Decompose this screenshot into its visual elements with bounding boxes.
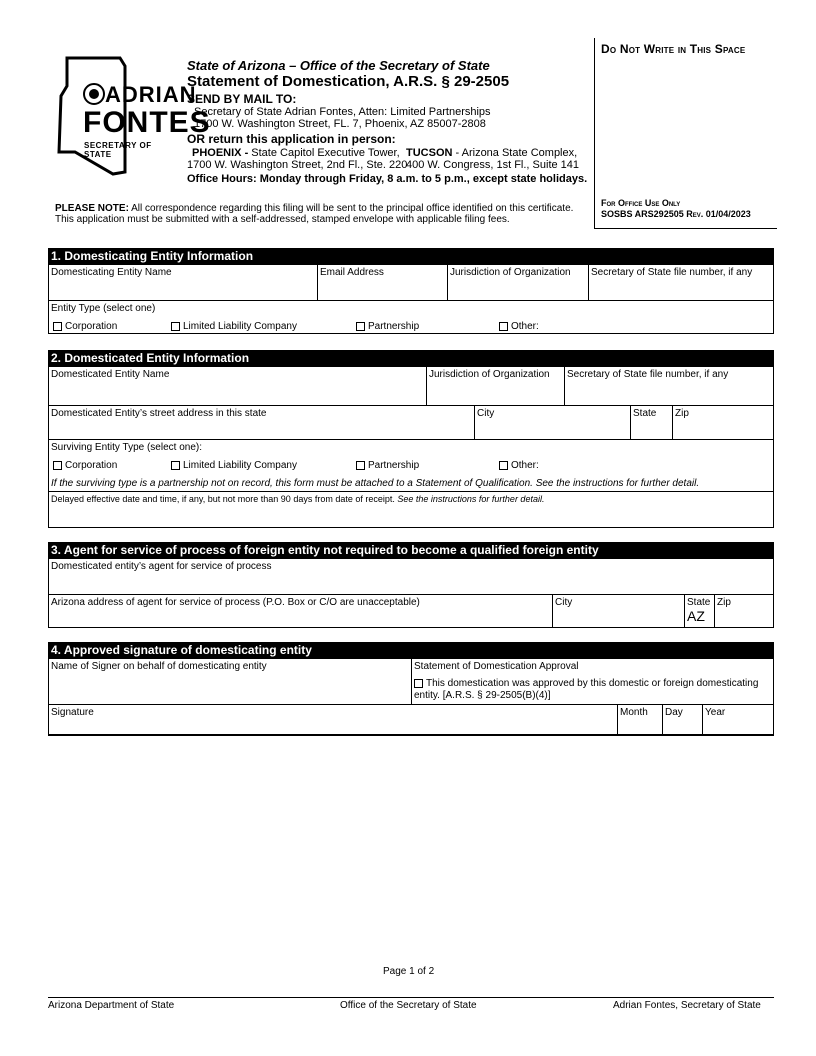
jurisdiction-field-1[interactable] — [447, 264, 589, 301]
option-partnership-2[interactable] — [356, 460, 419, 471]
phoenix-address — [192, 147, 400, 159]
delayed-effective-date-field[interactable] — [48, 491, 774, 528]
option-other-1[interactable] — [499, 321, 539, 332]
zip-field-3[interactable] — [714, 594, 774, 628]
logo-text-secretary: SECRETARY OF STATE — [84, 141, 152, 159]
delayed-effective-label: Delayed effective date and time, if any, but not more than 90 days from date of receipt. — [51, 494, 398, 504]
office-use-box — [594, 38, 777, 229]
domesticating-entity-name-field[interactable] — [48, 264, 318, 301]
section-4-title: 4. Approved signature of domesticating entity — [48, 642, 774, 658]
agent-address-label: Arizona address of agent for service of process (P.O. Box or C/O are unacceptable) — [51, 597, 420, 608]
footer-center: Office of the Secretary of State — [340, 1000, 477, 1011]
approval-text: This domestication was approved by this domestic or foreign domesticating entity. [A.R.S. § 29-2505(B)(4)] — [414, 678, 759, 701]
jurisdiction-label-2: Jurisdiction of Organization — [429, 369, 550, 380]
mail-address-line1: Secretary of State Adrian Fontes, Atten: Limited Partnerships — [194, 106, 491, 118]
office-use-only-label — [601, 198, 751, 220]
month-field[interactable] — [617, 704, 663, 736]
zip-label-3: Zip — [717, 597, 731, 608]
phoenix-line1: State Capitol Executive Tower, — [248, 147, 400, 159]
checkbox-icon[interactable] — [414, 679, 423, 688]
email-address-label: Email Address — [320, 267, 384, 278]
do-not-write-label: Do Not Write in This Space — [601, 42, 746, 56]
zip-label-2: Zip — [675, 408, 689, 419]
agent-name-field[interactable] — [48, 558, 774, 595]
please-note — [55, 203, 585, 225]
option-other-2-label: Other: — [511, 460, 539, 471]
section-2-title: 2. Domesticated Entity Information — [48, 350, 774, 366]
city-field-3[interactable] — [552, 594, 685, 628]
section-3-title: 3. Agent for service of process of foreign entity not required to become a qualified foreign entity — [48, 542, 774, 558]
partnership-note: If the surviving type is a partnership not on record, this form must be attached to a Statement of Qualification. See the instructions for further detail. — [51, 478, 700, 489]
please-note-text: All correspondence regarding this filing will be sent to the principal office identified on this certificate. This application must be submitted with a self-addressed, stamped envelope with applicable filing fees. — [55, 203, 574, 225]
checkbox-icon[interactable] — [356, 322, 365, 331]
logo-text-fontes: FONTES — [83, 106, 211, 139]
checkbox-icon[interactable] — [356, 461, 365, 470]
section-1 — [48, 248, 774, 334]
footer-left: Arizona Department of State — [48, 1000, 175, 1011]
section-3 — [48, 542, 774, 628]
mail-address-line2: 1700 W. Washington Street, FL. 7, Phoenix, AZ 85007-2808 — [194, 118, 486, 130]
street-address-field[interactable] — [48, 405, 475, 440]
state-value-az: AZ — [687, 608, 705, 624]
option-llc-1[interactable] — [171, 321, 297, 332]
office-use-only-text: For Office Use Only — [601, 198, 681, 208]
state-label-2: State — [633, 408, 657, 419]
option-llc-2[interactable] — [171, 460, 297, 471]
checkbox-icon[interactable] — [171, 322, 180, 331]
section-4 — [48, 642, 774, 736]
option-corporation-1-label: Corporation — [65, 321, 118, 332]
surviving-type-label: Surviving Entity Type (select one): — [51, 442, 202, 453]
approval-label: Statement of Domestication Approval — [414, 661, 579, 672]
domesticated-entity-name-field[interactable] — [48, 366, 427, 406]
option-corporation-2[interactable] — [53, 460, 117, 471]
file-number-field-2[interactable] — [564, 366, 774, 406]
tucson-line2: 400 W. Congress, 1st Fl., Suite 141 — [406, 159, 580, 171]
state-label-3: State — [687, 597, 711, 608]
option-llc-2-label: Limited Liability Company — [183, 460, 297, 471]
option-corporation-2-label: Corporation — [65, 460, 118, 471]
tucson-label: TUCSON — [406, 147, 453, 159]
footer-divider — [48, 997, 774, 998]
checkbox-icon[interactable] — [499, 322, 508, 331]
signature-label: Signature — [51, 707, 94, 718]
email-address-field[interactable] — [317, 264, 448, 301]
state-field-3[interactable] — [684, 594, 715, 628]
year-label: Year — [705, 707, 726, 718]
signer-name-field[interactable] — [48, 658, 412, 705]
agent-address-field[interactable] — [48, 594, 553, 628]
zip-field-2[interactable] — [672, 405, 774, 440]
city-label-2: City — [477, 408, 495, 419]
please-note-label: PLEASE NOTE: — [55, 203, 129, 214]
delayed-effective-italic: See the instructions for further detail. — [397, 494, 545, 504]
option-other-2[interactable] — [499, 460, 539, 471]
option-partnership-1-label: Partnership — [368, 321, 420, 332]
month-label: Month — [620, 707, 648, 718]
in-person-label: OR return this application in person: — [187, 132, 396, 146]
section-2 — [48, 350, 774, 528]
jurisdiction-field-2[interactable] — [426, 366, 565, 406]
checkbox-icon[interactable] — [171, 461, 180, 470]
option-partnership-2-label: Partnership — [368, 460, 420, 471]
logo-text-adrian: ADRIAN — [105, 82, 197, 107]
tucson-line1: - Arizona State Complex, — [452, 147, 578, 159]
phoenix-label: PHOENIX - — [192, 147, 249, 159]
section-1-title: 1. Domesticating Entity Information — [48, 248, 774, 264]
option-partnership-1[interactable] — [356, 321, 419, 332]
checkbox-icon[interactable] — [53, 461, 62, 470]
tucson-address — [406, 147, 577, 159]
office-hours: Office Hours: Monday through Friday, 8 a.m. to 5 p.m., except state holidays. — [187, 173, 588, 185]
option-corporation-1[interactable] — [53, 321, 117, 332]
file-number-label-1: Secretary of State file number, if any — [591, 267, 753, 278]
send-by-mail-label: SEND BY MAIL TO: — [187, 92, 297, 106]
phoenix-line2: 1700 W. Washington Street, 2nd Fl., Ste. 220 — [187, 159, 408, 171]
entity-type-row — [48, 300, 774, 334]
year-field[interactable] — [702, 704, 774, 736]
approval-field — [411, 658, 774, 705]
signature-field[interactable] — [48, 704, 618, 736]
state-field-2[interactable] — [630, 405, 673, 440]
option-llc-1-label: Limited Liability Company — [183, 321, 297, 332]
file-number-field-1[interactable] — [588, 264, 774, 301]
jurisdiction-label-1: Jurisdiction of Organization — [450, 267, 571, 278]
form-id: SOSBS ARS292505 Rev. 01/04/2023 — [601, 209, 751, 219]
arizona-state-logo — [55, 56, 211, 178]
agent-name-label: Domesticated entity’s agent for service of process — [51, 561, 272, 572]
surviving-type-row — [48, 439, 774, 492]
day-field[interactable] — [662, 704, 703, 736]
checkbox-icon[interactable] — [53, 322, 62, 331]
file-number-label-2: Secretary of State file number, if any — [567, 369, 729, 380]
signer-name-label: Name of Signer on behalf of domesticating entity — [51, 661, 267, 672]
city-field-2[interactable] — [474, 405, 631, 440]
option-other-1-label: Other: — [511, 321, 539, 332]
entity-type-label: Entity Type (select one) — [51, 303, 156, 314]
checkbox-icon[interactable] — [499, 461, 508, 470]
header-title-state: State of Arizona – Office of the Secretary of State — [187, 58, 490, 73]
city-label-3: City — [555, 597, 573, 608]
street-address-label: Domesticated Entity’s street address in this state — [51, 408, 267, 419]
page-number: Page 1 of 2 — [383, 966, 435, 977]
header-title-form: Statement of Domestication, A.R.S. § 29-2505 — [187, 73, 510, 90]
domesticating-entity-name-label: Domesticating Entity Name — [51, 267, 172, 278]
approval-option[interactable] — [414, 678, 771, 702]
domesticated-entity-name-label: Domesticated Entity Name — [51, 369, 170, 380]
footer-right: Adrian Fontes, Secretary of State — [613, 1000, 761, 1011]
day-label: Day — [665, 707, 683, 718]
